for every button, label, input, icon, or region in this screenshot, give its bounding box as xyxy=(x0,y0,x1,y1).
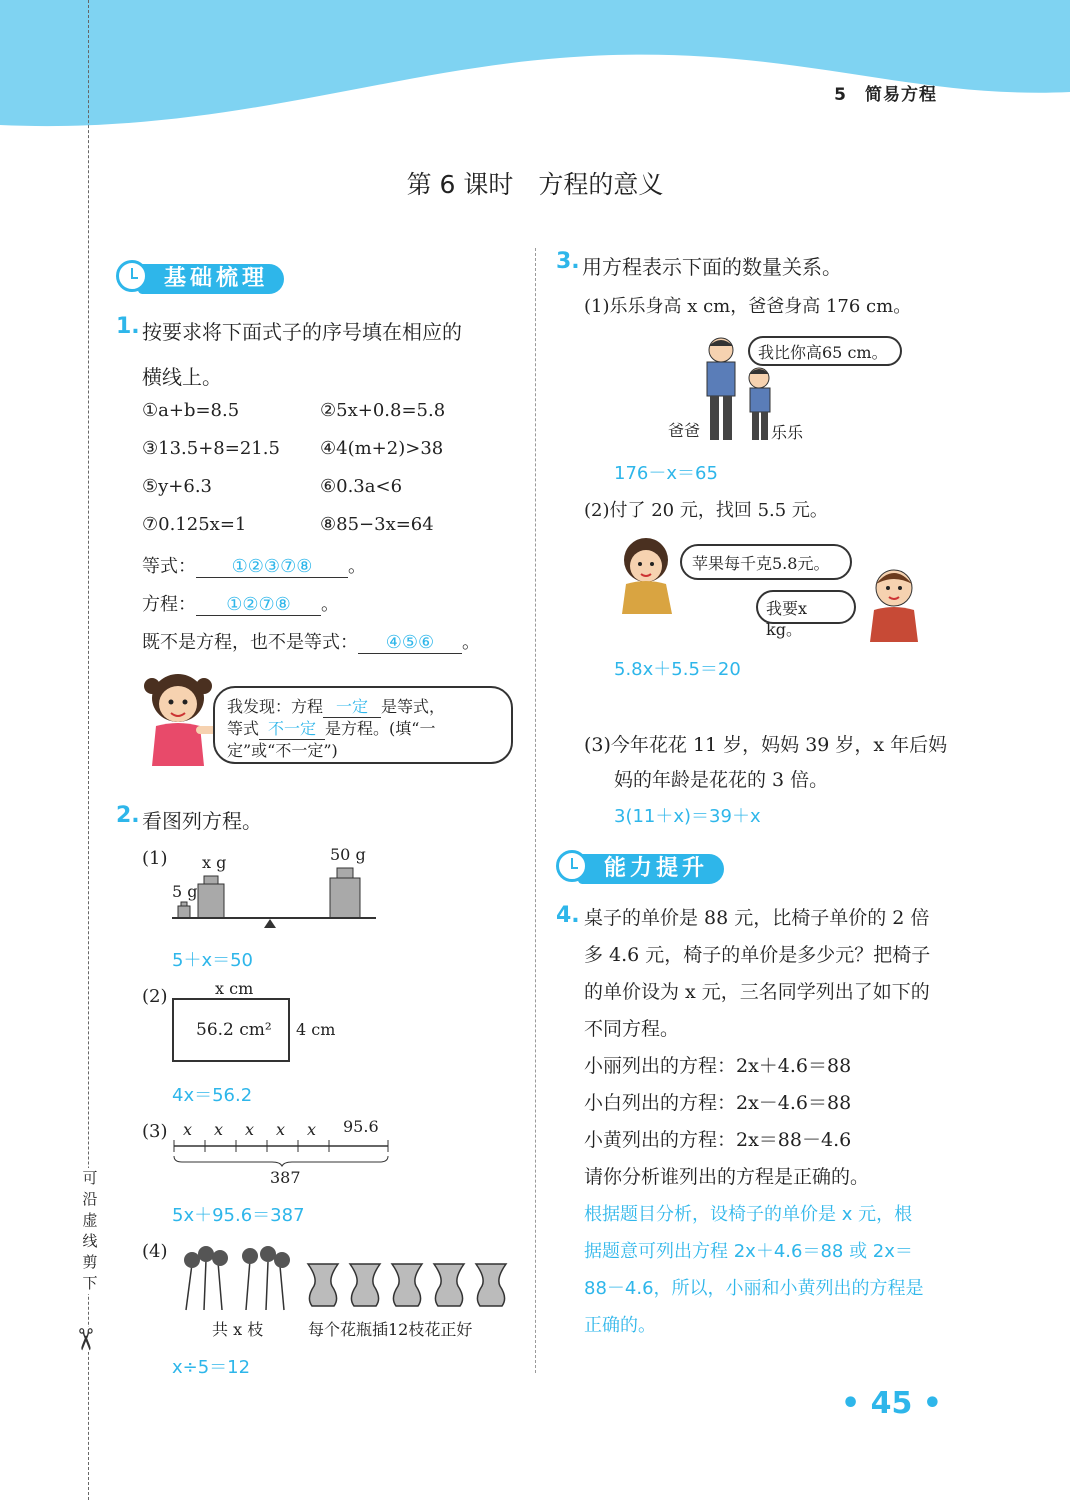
cut-hint-text: 可沿虚线剪下 xyxy=(82,1169,98,1292)
q1-neither-row xyxy=(142,628,480,654)
q4-answer-line: 正确的。 xyxy=(584,1315,656,1336)
q4-line: 多 4.6 元，椅子的单价是多少元？把椅子 xyxy=(584,944,931,966)
header-wave xyxy=(0,0,1070,135)
section-basic xyxy=(116,262,316,298)
bubble-text: 我发现：方程 xyxy=(227,697,324,716)
q1-formula-row xyxy=(142,590,339,616)
q1-eq-answer[interactable]: ①②③⑦⑧ xyxy=(196,556,348,578)
page-title: 第 6 课时 方程的意义 xyxy=(406,170,664,199)
q1-neither-label: 既不是方程，也不是等式： xyxy=(142,632,358,653)
boy-illustration xyxy=(862,566,926,642)
q2-p3-total: 387 xyxy=(270,1168,301,1187)
q2-p4-label: (4) xyxy=(142,1241,168,1262)
section-advance xyxy=(556,852,756,888)
column-separator xyxy=(535,248,536,1373)
q1-item: ①a+b=8.5 xyxy=(142,400,240,421)
flowers-illustration xyxy=(174,1242,298,1312)
q2-p2-side: 4 cm xyxy=(296,1020,336,1039)
q2-p3-label: (3) xyxy=(142,1121,168,1142)
q1-fc-label: 方程： xyxy=(142,594,196,615)
q2-p4-vases: 每个花瓶插12枝花正好 xyxy=(308,1320,473,1339)
section-advance-label: 能力提升 xyxy=(578,854,724,884)
q2-p2-area: 56.2 cm² xyxy=(196,1020,272,1040)
q2-p1-label: (1) xyxy=(142,848,168,869)
q3-p2-answer: 5.8x＋5.5＝20 xyxy=(614,659,741,680)
q1-item: ③13.5+8=21.5 xyxy=(142,438,280,459)
q4-number: 4. xyxy=(556,903,580,928)
q2-p1-xg: x g xyxy=(202,853,227,872)
q2-p3-answer: 5x＋95.6＝387 xyxy=(172,1205,305,1226)
q3-p2-text: (2)付了 20 元，找回 5.5 元。 xyxy=(584,500,828,521)
q2-p2-answer: 4x＝56.2 xyxy=(172,1085,253,1106)
q1-number: 1. xyxy=(116,314,140,339)
q4-line: 请你分析谁列出的方程是正确的。 xyxy=(584,1166,870,1188)
clock-icon xyxy=(116,260,148,292)
q1-item: ⑥0.3a<6 xyxy=(320,476,403,497)
q1-item: ②5x+0.8=5.8 xyxy=(320,400,446,421)
period: 。 xyxy=(462,632,480,653)
q2-p1-answer: 5＋x＝50 xyxy=(172,950,254,971)
q3-p1-text: (1)乐乐身高 x cm，爸爸身高 176 cm。 xyxy=(584,296,912,317)
q3-p3-line1: (3)今年花花 11 岁，妈妈 39 岁，x 年后妈 xyxy=(584,734,948,756)
q2-p3-last: 95.6 xyxy=(343,1117,379,1136)
q2-text: 看图列方程。 xyxy=(142,809,262,833)
q4-answer-line: 88－4.6，所以，小丽和小黄列出的方程是 xyxy=(584,1278,924,1299)
q1-text-line1: 按要求将下面式子的序号填在相应的 xyxy=(142,320,462,344)
q1-eq-label: 等式： xyxy=(142,556,196,577)
q2-p3-seg: x xyxy=(245,1120,255,1139)
q2-p4-answer: x÷5＝12 xyxy=(172,1357,251,1378)
q2-p3-seg: x xyxy=(214,1120,224,1139)
q3-number: 3. xyxy=(556,249,580,274)
segment-diagram xyxy=(172,1138,392,1168)
bubble-answer-1[interactable]: 一定 xyxy=(323,696,381,718)
q3-p2-bubble1: 苹果每千克5.8元。 xyxy=(680,544,852,580)
kid-label: 乐乐 xyxy=(771,423,804,442)
q2-p2-label: (2) xyxy=(142,986,168,1007)
q2-p3-seg: x xyxy=(307,1120,317,1139)
q1-equation-row xyxy=(142,552,366,578)
q3-p3-line2: 妈的年龄是花花的 3 倍。 xyxy=(614,769,829,791)
clock-icon xyxy=(556,850,588,882)
q3-text: 用方程表示下面的数量关系。 xyxy=(582,255,842,279)
bubble-answer-2[interactable]: 不一定 xyxy=(259,718,325,740)
q4-answer-line: 据题意可列出方程 2x＋4.6＝88 或 2x＝ xyxy=(584,1241,913,1262)
page-number: • 45 • xyxy=(841,1386,942,1421)
q1-discovery-bubble xyxy=(213,686,513,764)
q4-answer xyxy=(584,1196,964,1344)
q4-line: 不同方程。 xyxy=(584,1018,680,1040)
q4-line: 的单价设为 x 元，三名同学列出了如下的 xyxy=(584,981,930,1003)
q4-body xyxy=(584,900,964,1196)
q4-line: 小丽列出的方程：2x＋4.6＝88 xyxy=(584,1055,852,1077)
q2-p2-top: x cm xyxy=(215,979,254,998)
q2-p1-5g: 5 g xyxy=(172,882,198,901)
period: 。 xyxy=(348,556,366,577)
scissors-icon: ✂ xyxy=(67,1326,103,1353)
chapter-label: 5 简易方程 xyxy=(834,85,937,105)
girl-illustration xyxy=(138,668,218,768)
q3-p3-answer: 3(11＋x)＝39＋x xyxy=(614,806,761,827)
q4-answer-line: 根据题目分析，设椅子的单价是 x 元，根 xyxy=(584,1204,913,1225)
q2-p1-50g: 50 g xyxy=(330,845,366,864)
q1-item: ⑧85−3x=64 xyxy=(320,514,434,535)
q3-p1-answer: 176－x＝65 xyxy=(614,463,718,484)
bubble-text: 是等式， xyxy=(381,697,446,716)
dad-label: 爸爸 xyxy=(668,421,701,440)
q1-text-line2: 横线上。 xyxy=(142,365,222,389)
seller-illustration xyxy=(614,534,682,614)
vases-illustration xyxy=(302,1262,512,1308)
q2-p3-seg: x xyxy=(276,1120,286,1139)
q1-neither-answer[interactable]: ④⑤⑥ xyxy=(358,632,462,654)
q3-p1-bubble: 我比你高65 cm。 xyxy=(748,336,902,366)
bubble-text: 定”或“不一定”) xyxy=(227,741,338,760)
bubble-text: 是方程。(填“一 xyxy=(325,719,436,738)
q4-line: 小白列出的方程：2x－4.6＝88 xyxy=(584,1092,852,1114)
q2-p4-flowers: 共 x 枝 xyxy=(212,1320,264,1339)
q1-item: ⑦0.125x=1 xyxy=(142,514,247,535)
q4-line: 桌子的单价是 88 元，比椅子单价的 2 倍 xyxy=(584,907,930,929)
q3-p2-bubble2: 我要x kg。 xyxy=(756,590,856,624)
period: 。 xyxy=(321,594,339,615)
q1-item: ⑤y+6.3 xyxy=(142,476,213,497)
q2-p3-seg: x xyxy=(183,1120,193,1139)
q4-line: 小黄列出的方程：2x＝88－4.6 xyxy=(584,1129,852,1151)
section-basic-label: 基础梳理 xyxy=(138,264,284,294)
q1-fc-answer[interactable]: ①②⑦⑧ xyxy=(196,594,321,616)
bubble-text: 等式 xyxy=(227,719,260,738)
q2-number: 2. xyxy=(116,803,140,828)
q1-item: ④4(m+2)>38 xyxy=(320,438,444,459)
